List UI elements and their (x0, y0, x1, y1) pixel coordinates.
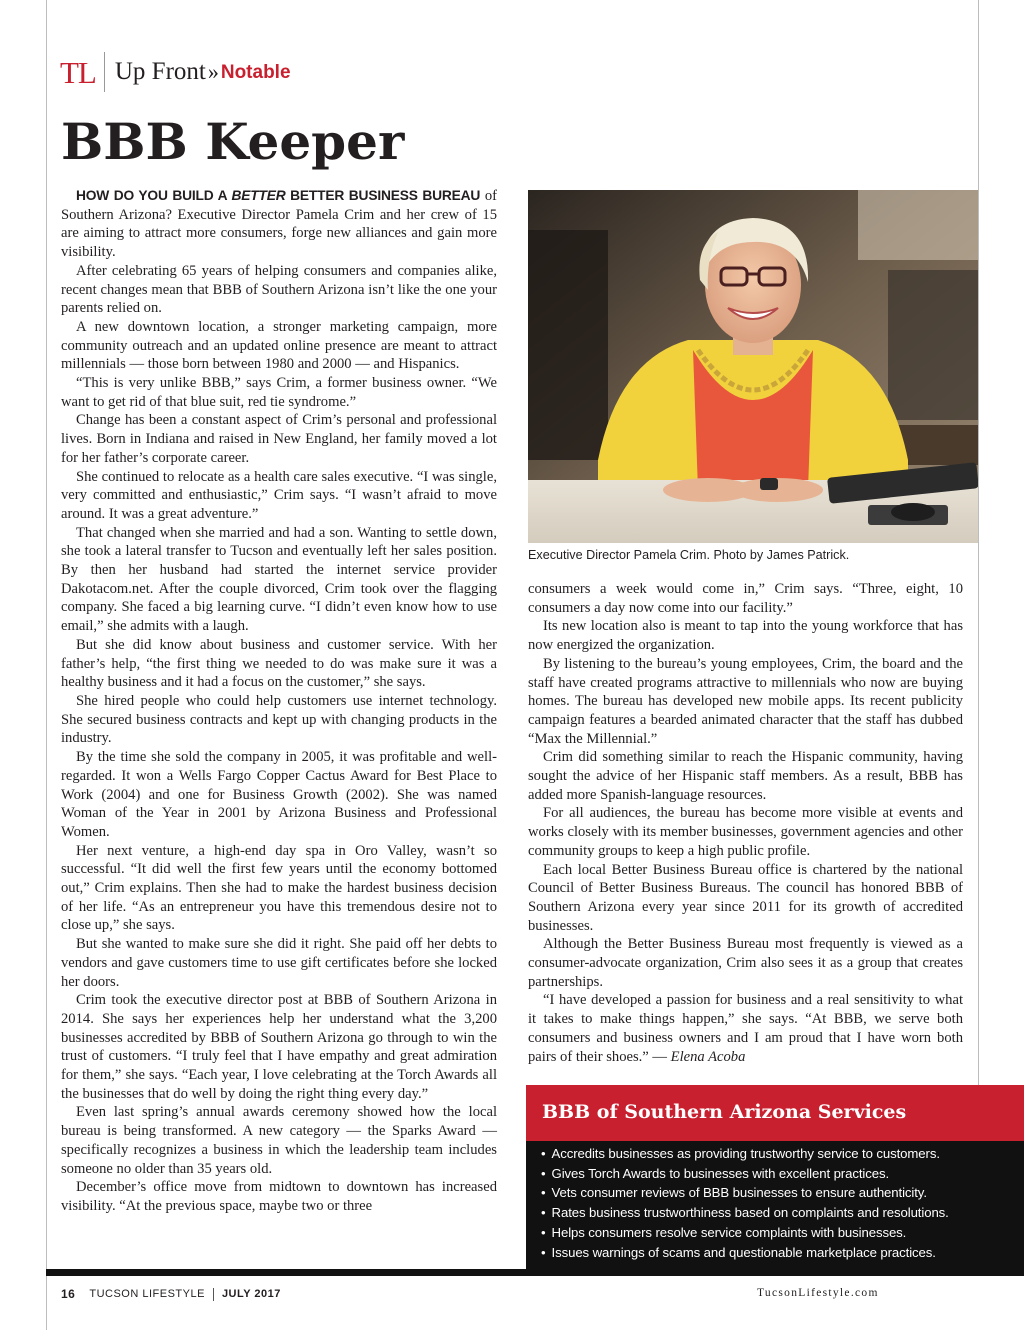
body-paragraph: Change has been a constant aspect of Crim’s personal and professional lives. Born in Indiana and raised in New England, her family moved a lot for her father’s corporate career. (61, 412, 497, 466)
list-item: • Vets consumer reviews of BBB businesses to ensure authenticity. (541, 1183, 1024, 1203)
article-column-right (528, 580, 963, 1066)
body-paragraph: That changed when she married and had a son. Wanting to settle down, she took a lateral transfer to Tucson and eventually left her sales position. By then her husband had started the internet service provider Dakotacom.net. After the couple divorced, Crim took over the flagging company. She faced a big learning curve. “I didn’t even know how to use email,” she admits with a laugh. (61, 524, 497, 635)
list-item: • Issues warnings of scams and questionable marketplace practices. (541, 1243, 1024, 1263)
services-list (526, 1144, 1024, 1262)
page-footer (61, 1287, 281, 1301)
body-paragraph: December’s office move from midtown to downtown has increased visibility. “At the previous space, maybe two or three (61, 1179, 497, 1214)
list-item: • Gives Torch Awards to businesses with excellent practices. (541, 1164, 1024, 1184)
body-paragraph: She continued to relocate as a health care sales executive. “I was single, very committed and enthusiastic,” Crim says. “I wasn’t afraid to move around. It was a great adventure.” (61, 468, 497, 522)
footer-divider (213, 1288, 214, 1301)
body-paragraph: Even last spring’s annual awards ceremony showed how the local bureau is being transformed. A new category — the Sparks Award — specifically recognizes a business in which the leadership team includes someone no older than 35 years old. (61, 1104, 497, 1177)
page-number: 16 (61, 1287, 76, 1301)
body-paragraph: For all audiences, the bureau has become more visible at events and works closely with its member businesses, government agencies and other community groups to keep a high public profile. (528, 805, 963, 859)
page-left-rule (46, 0, 47, 1330)
section-name: Up Front (114, 58, 206, 85)
list-item: • Accredits businesses as providing trustworthy service to customers. (541, 1144, 1024, 1164)
article-column-left (61, 187, 497, 1216)
header-divider (104, 52, 105, 92)
article-headline: BBB Keeper (61, 112, 405, 171)
body-paragraph: “This is very unlike BBB,” says Crim, a former business owner. “We want to get rid of that blue suit, red tie syndrome.” (61, 375, 497, 410)
body-paragraph: Crim took the executive director post at BBB of Southern Arizona in 2014. She says her experiences help her understand what the 3,200 businesses accredited by BBB of Southern Arizona go through to win the trust of customers. “I truly feel that I have empathy and great admiration for them,” she says. “Each year, I love celebrating at the Torch Awards all the businesses that do well by doing the right thing every day.” (61, 992, 497, 1102)
body-paragraph: But she wanted to make sure she did it right. She paid off her debts to vendors and gave customers time to use gift certificates before she locked her doors. (61, 936, 497, 990)
body-paragraph: Her next venture, a high-end day spa in Oro Valley, wasn’t so successful. “It did well the first few years until the economy bottomed out,” Crim explains. Then she had to make the hardest business decision of her life. “As an entrepreneur you have this tremendous desire not to close up,” she says. (61, 842, 497, 934)
photo-caption: Executive Director Pamela Crim. Photo by James Patrick. (528, 548, 850, 562)
services-sidebar (526, 1085, 1024, 1269)
body-paragraph: She hired people who could help customers use internet technology. She secured business contracts and kept up with changing products in the industry. (61, 692, 497, 747)
section-header (60, 52, 291, 92)
closing-paragraph: “I have developed a passion for business and a real sensitivity to what it takes to make things happen,” she says. “At BBB, we serve both consumers and business owners and I am proud that I have worn both pairs of their shoes.” — Elena Acoba (528, 992, 963, 1065)
body-paragraph: Each local Better Business Bureau office is chartered by the national Council of Better Business Bureaus. The council has honored BBB of Southern Arizona every year since 2011 for its growth of accredited businesses. (528, 861, 963, 934)
issue-date: JULY 2017 (221, 1288, 281, 1300)
list-item: • Helps consumers resolve service complaints with businesses. (541, 1223, 1024, 1243)
portrait-illustration (528, 190, 978, 543)
body-paragraph: By listening to the bureau’s young employees, Crim, the board and the staff have created programs attractive to millennials who now are buying homes. The bureau has developed new mobile apps. Its recent publicity campaign features a bearded animated character that the staff has dubbed “Max the Millennial.” (528, 655, 963, 747)
body-paragraph: A new downtown location, a stronger marketing campaign, more community outreach and an updated online presence are meant to attract millennials — those born between 1980 and 2000 — and Hispanics. (61, 318, 497, 373)
body-paragraph: But she did know about business and customer service. With her father’s help, “the first thing we needed to do was make sure it was a healthy business and it had a focus on the customer,” she says. (61, 636, 497, 691)
body-paragraph: Crim did something similar to reach the Hispanic community, having sought the advice of her Hispanic staff members. As a result, BBB has added more Spanish-language resources. (528, 749, 963, 803)
body-paragraph: By the time she sold the company in 2005, it was profitable and well-regarded. It won a Wells Fargo Copper Cactus Award for Best Place to Work (2004) and one for Business Growth (2002). She was named Woman of the Year in 2001 by Arizona Business and Professional Women. (61, 749, 497, 840)
sidebar-title: BBB of Southern Arizona Services (526, 1085, 1024, 1141)
tl-logo: TL (60, 54, 96, 90)
footer-rule (46, 1269, 1024, 1276)
website-url: TucsonLifestyle.com (757, 1287, 879, 1299)
portrait-photo (528, 190, 978, 543)
body-paragraph: Although the Better Business Bureau most frequently is viewed as a consumer-advocate organization, Crim also sees it as a group that creates partnerships. (528, 936, 963, 990)
section-separator: » (207, 59, 219, 84)
author-byline: Elena Acoba (670, 1048, 746, 1065)
publication-name: TUCSON LIFESTYLE (89, 1288, 205, 1300)
body-paragraph: consumers a week would come in,” Crim says. “Three, eight, 10 consumers a day now come into our facility.” (528, 581, 963, 616)
list-item: • Rates business trustworthiness based on complaints and resolutions. (541, 1203, 1024, 1223)
lead-paragraph: HOW DO YOU BUILD A BETTER BETTER BUSINESS BUREAU of Southern Arizona? Executive Director Pamela Crim and her crew of 15 are aiming to attract more consumers, forge new alliances and gain more visibility. (61, 188, 497, 261)
section-subsection: Notable (220, 62, 291, 83)
page-right-rule (978, 0, 979, 1085)
body-paragraph: Its new location also is meant to tap into the young workforce that has now energized the organization. (528, 618, 963, 654)
body-paragraph: After celebrating 65 years of helping consumers and companies alike, recent changes mean that BBB of Southern Arizona isn’t like the one your parents relied on. (61, 262, 497, 317)
lead-in: HOW DO YOU BUILD A BETTER BETTER BUSINESS BUREAU (76, 188, 481, 203)
